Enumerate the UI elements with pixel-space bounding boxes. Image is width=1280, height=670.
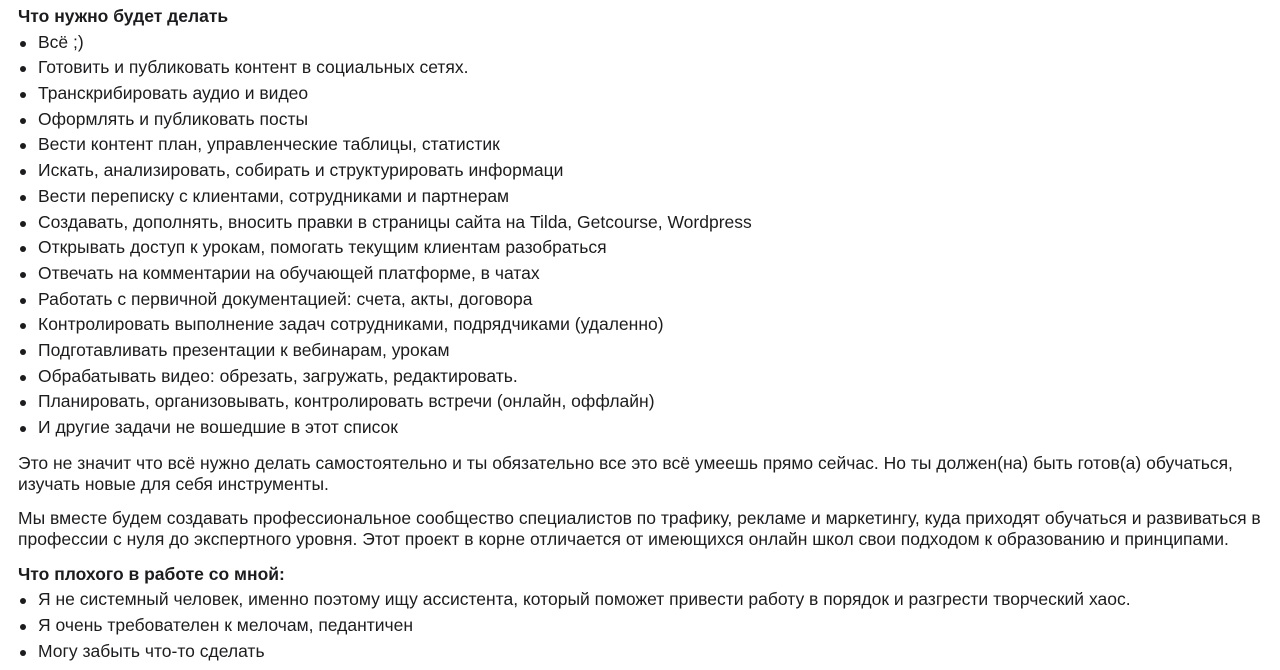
list-item-text: Обрабатывать видео: обрезать, загружать, редактировать.: [38, 365, 518, 386]
list-item: [18, 184, 1262, 210]
list-item: [18, 415, 1262, 441]
list-item: [18, 235, 1262, 261]
list-item-text: Всё ;): [38, 31, 84, 52]
list-item-text: Контролировать выполнение задач сотрудниками, подрядчиками (удаленно): [38, 314, 664, 335]
bullet-icon: [20, 323, 26, 329]
bullet-icon: [20, 598, 26, 604]
list-item: [18, 312, 1262, 338]
list-item-text: Вести переписку с клиентами, сотрудниками и партнерам: [38, 185, 510, 206]
bullet-icon: [20, 169, 26, 175]
bullet-icon: [20, 143, 26, 149]
list-item: [18, 30, 1262, 56]
list-item-text: Работать с первичной документацией: счета, акты, договора: [38, 288, 533, 309]
list-item: [18, 364, 1262, 390]
list-item-text: Транскрибировать аудио и видео: [38, 83, 309, 104]
list-item-text: Могу забыть что-то сделать: [38, 640, 265, 661]
list-item-text: Создавать, дополнять, вносить правки в страницы сайта на Tilda, Getcourse, Wordpress: [38, 211, 752, 232]
bullet-icon: [20, 246, 26, 252]
section-heading-downsides: Что плохого в работе со мной:: [18, 563, 285, 584]
bullet-icon: [20, 41, 26, 47]
list-item: [18, 338, 1262, 364]
bullet-icon: [20, 375, 26, 381]
list-item: [18, 210, 1262, 236]
bullet-icon: [20, 426, 26, 432]
list-item: [18, 55, 1262, 81]
bullet-icon: [20, 221, 26, 227]
list-item-text: Вести контент план, управленческие таблицы, статистик: [38, 134, 500, 155]
section-heading-duties: Что нужно будет делать: [18, 6, 229, 26]
bullet-icon: [20, 118, 26, 124]
list-item: [18, 107, 1262, 133]
bullet-icon: [20, 349, 26, 355]
bullet-icon: [20, 195, 26, 201]
list-item-text: Оформлять и публиковать посты: [38, 108, 309, 129]
list-item-text: Я не системный человек, именно поэтому ищу ассистента, который поможет привести работу в порядок и разгрести творческий хаос.: [38, 589, 1131, 610]
bullet-icon: [20, 650, 26, 656]
bullet-icon: [20, 92, 26, 98]
list-item: [18, 158, 1262, 184]
list-item-text: Подготавливать презентации к вебинарам, урокам: [38, 339, 450, 360]
bullet-icon: [20, 66, 26, 72]
bullet-icon: [20, 400, 26, 406]
list-item-text: Открывать доступ к урокам, помогать текущим клиентам разобраться: [38, 237, 607, 258]
list-item-text: И другие задачи не вошедшие в этот список: [38, 417, 398, 437]
list-item-text: Планировать, организовывать, контролировать встречи (онлайн, оффлайн): [38, 391, 655, 412]
downsides-list: [18, 587, 1262, 664]
list-item: [18, 587, 1262, 613]
paragraph-readiness: Это не значит что всё нужно делать самостоятельно и ты обязательно все это всё умеешь прямо сейчас. Но ты должен(на) быть готов(а) обучаться, изучать новые для себя инструменты.: [18, 452, 1233, 494]
list-item-text: Я очень требователен к мелочам, педантичен: [38, 615, 414, 636]
list-item: [18, 287, 1262, 313]
list-item: [18, 613, 1262, 639]
list-item: [18, 639, 1262, 665]
bullet-icon: [20, 624, 26, 630]
duties-list: [18, 30, 1262, 441]
bullet-icon: [20, 298, 26, 304]
list-item-text: Готовить и публиковать контент в социальных сетях.: [38, 57, 469, 78]
list-item: [18, 389, 1262, 415]
list-item: [18, 81, 1262, 107]
paragraph-community: Мы вместе будем создавать профессиональное сообщество специалистов по трафику, рекламе и маркетингу, куда приходят обучаться и развиваться в профессии с нуля до экспертного уровня. Этот проект в корне отличается от имеющихся онлайн школ свои подходом к образованию и принципами.: [18, 507, 1261, 549]
list-item: [18, 261, 1262, 287]
list-item: [18, 132, 1262, 158]
bullet-icon: [20, 272, 26, 278]
list-item-text: Искать, анализировать, собирать и структурировать информаци: [38, 160, 564, 181]
list-item-text: Отвечать на комментарии на обучающей платформе, в чатах: [38, 262, 540, 283]
